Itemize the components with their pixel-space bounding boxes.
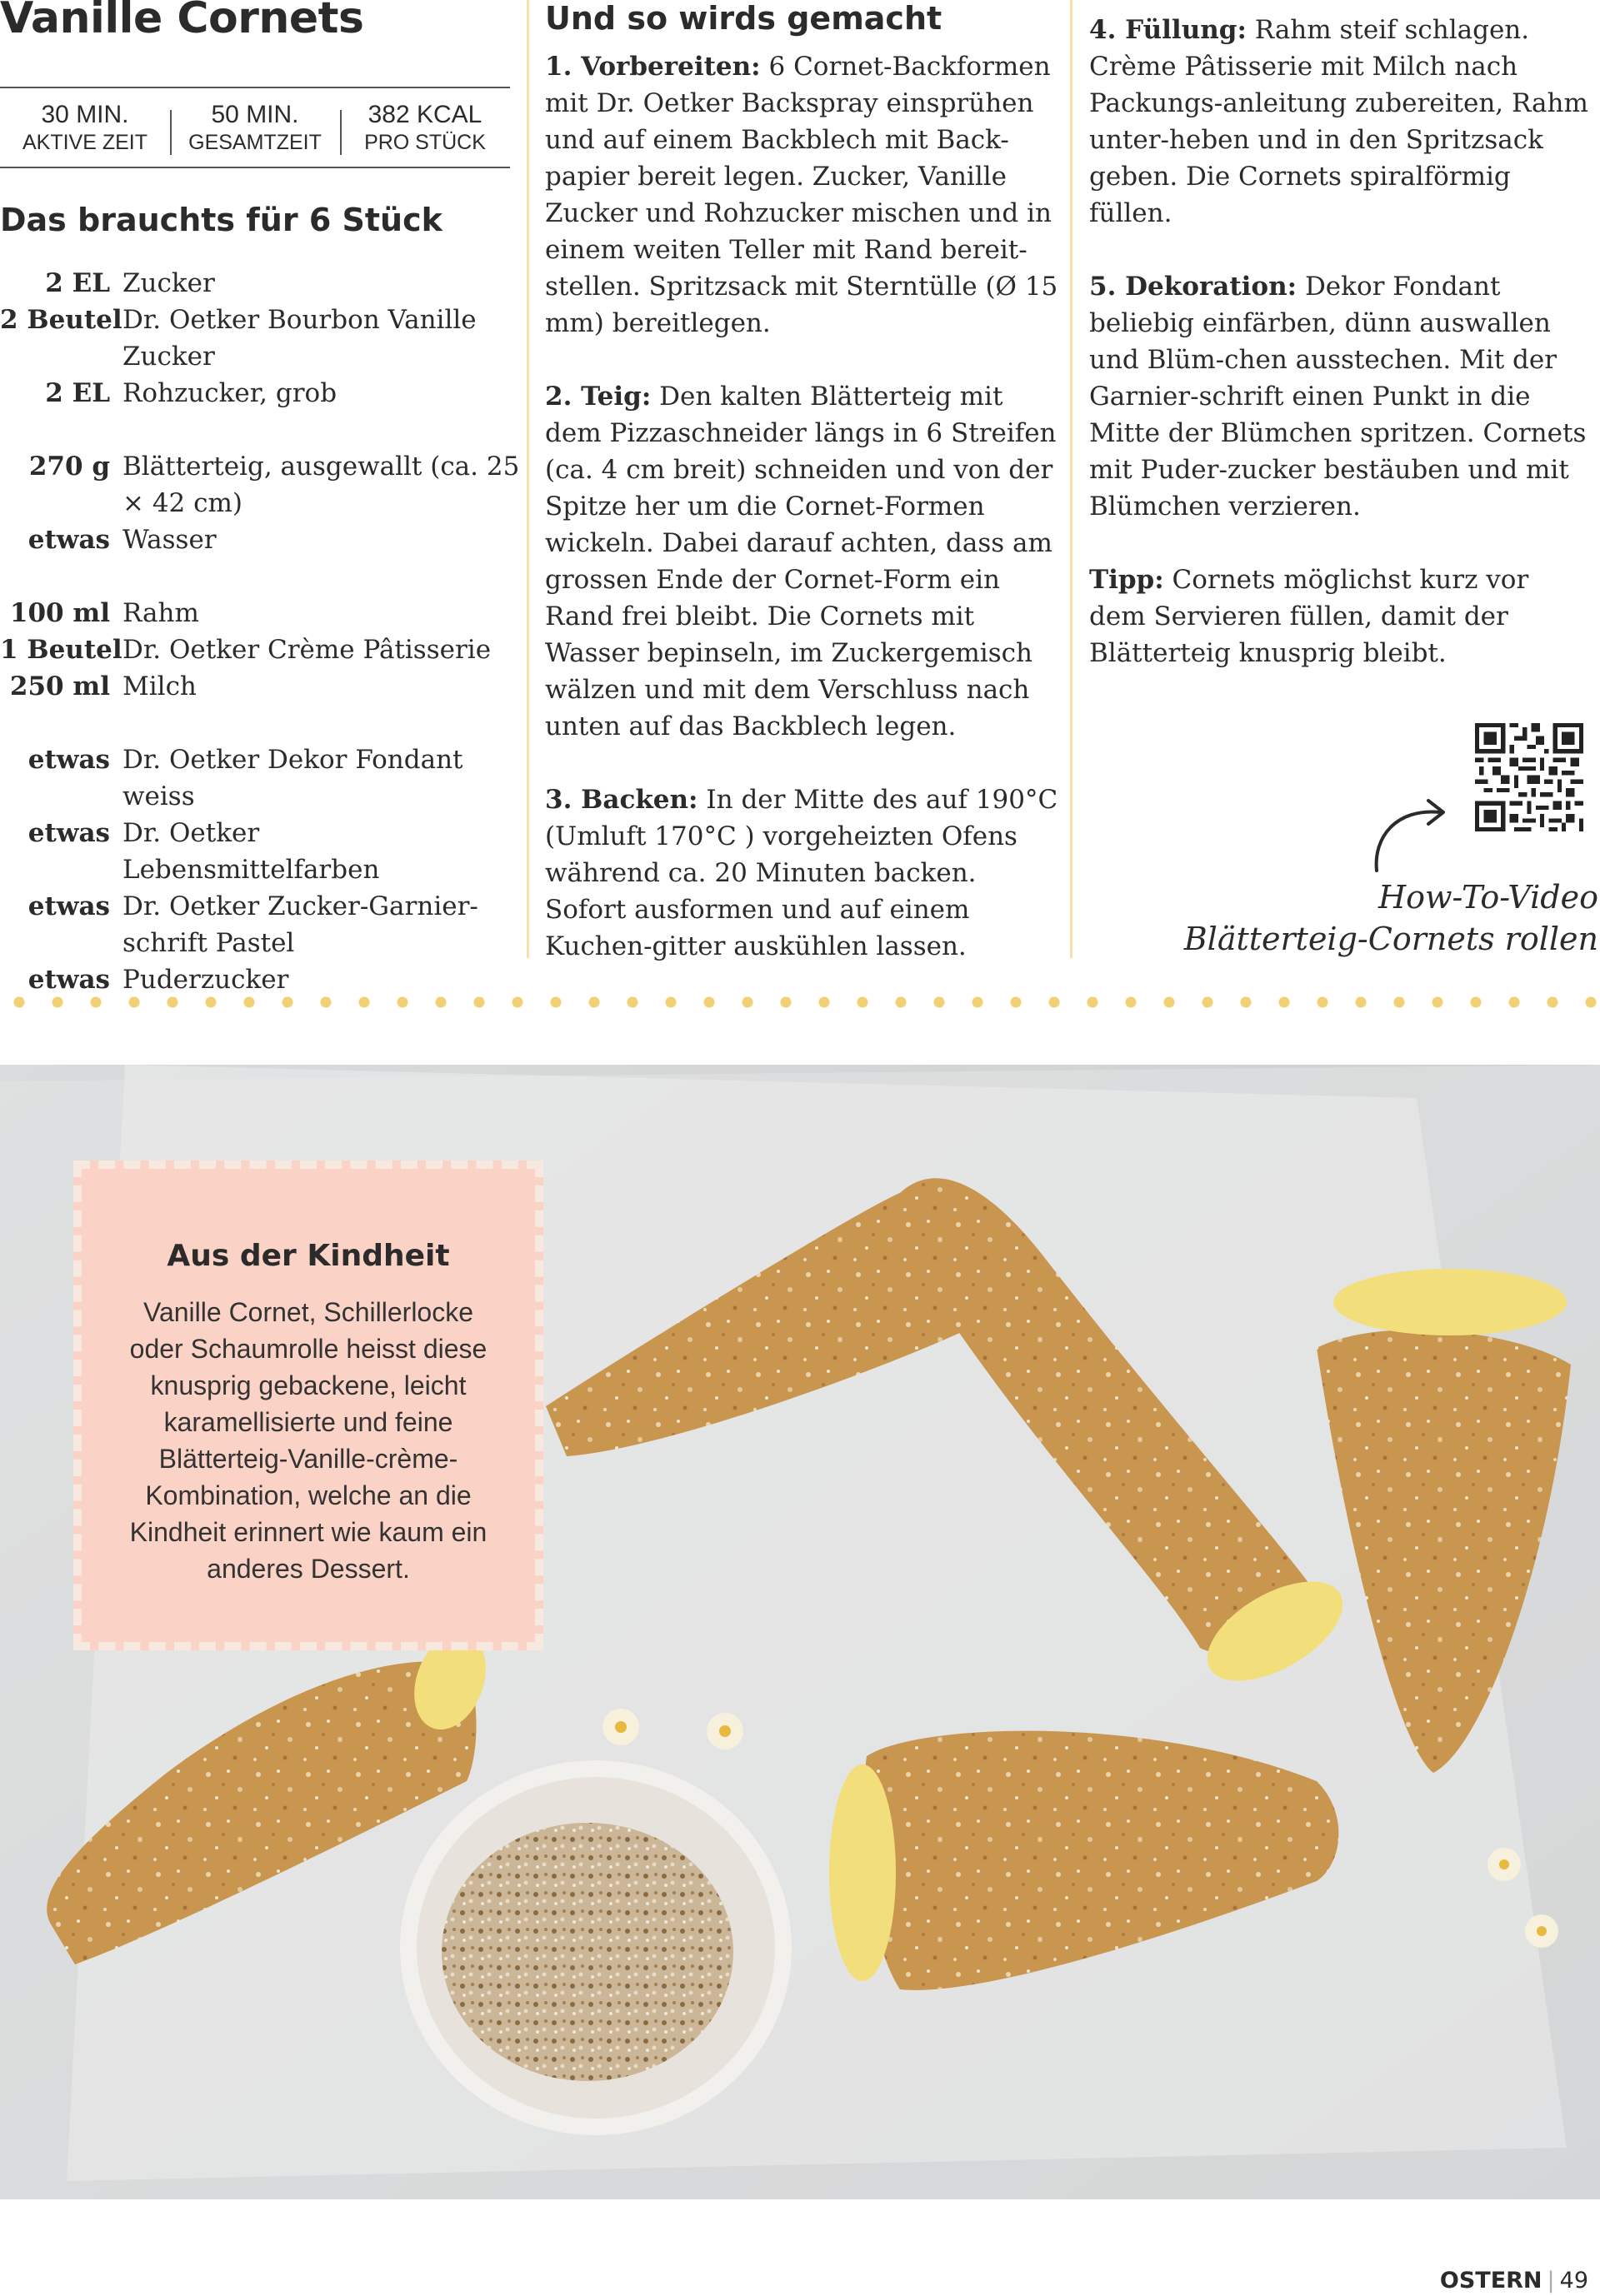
stat-value: 50 MIN. xyxy=(211,101,299,128)
stat-label: GESAMTZEIT xyxy=(188,131,322,154)
method-column-1 xyxy=(545,48,1062,1001)
video-caption[interactable] xyxy=(1184,876,1598,960)
ingredient-row xyxy=(0,265,521,302)
ingredient-amount: 2 EL xyxy=(45,268,110,298)
recipe-title: Vanille Cornets xyxy=(0,0,364,43)
step-label: 3. Backen: xyxy=(545,785,698,815)
ingredient-name: Dr. Oetker Bourbon Vanille Zucker xyxy=(122,305,477,372)
method-tip xyxy=(1089,562,1589,671)
ingredient-list xyxy=(0,265,521,1035)
column-divider xyxy=(527,0,529,958)
step-text: Rahm steif schlagen. Crème Pâtisserie mit Milch nach Packungs-anleitung zubereiten, Rahm unter-heben und in den Spritzsack geben. Die Cornets spiralförmig füllen. xyxy=(1089,15,1588,228)
ingredient-amount: etwas xyxy=(28,891,110,921)
ingredient-name: Milch xyxy=(122,671,197,701)
ingredient-row xyxy=(0,888,521,961)
step-label: 1. Vorbereiten: xyxy=(545,52,761,82)
curved-arrow-icon xyxy=(1367,787,1454,875)
ingredient-amount: 100 ml xyxy=(9,598,110,628)
ingredient-name: Zucker xyxy=(122,268,215,298)
step-text: Dekor Fondant beliebig einfärben, dünn auswallen und Blüm-chen ausstechen. Mit der Garnier-schrift einen Punkt in die Mitte der Blümchen spritzen. Cornets mit Puder-zucker bestäuben und mit Blümchen verzieren. xyxy=(1089,272,1587,522)
method-heading: Und so wirds gemacht xyxy=(545,0,942,37)
stat-value: 30 MIN. xyxy=(41,101,129,128)
page-footer xyxy=(1440,2268,1588,2294)
ingredient-row xyxy=(0,375,521,412)
ingredient-row xyxy=(0,668,521,705)
ingredients-heading: Das brauchts für 6 Stück xyxy=(0,202,442,238)
ingredient-name: Dr. Oetker Dekor Fondant weiss xyxy=(122,745,463,811)
method-step-1 xyxy=(545,48,1062,342)
ingredient-name: Dr. Oetker Crème Pâtisserie xyxy=(122,635,492,665)
step-label: Tipp: xyxy=(1089,565,1164,595)
ingredient-name: Blätterteig, ausgewallt (ca. 25 × 42 cm) xyxy=(122,452,520,518)
ingredient-row xyxy=(0,815,521,888)
video-caption-line: Blätterteig-Cornets rollen xyxy=(1183,921,1598,957)
method-step-3 xyxy=(545,781,1062,965)
ingredient-amount: etwas xyxy=(28,965,110,995)
step-text: 6 Cornet-Backformen mit Dr. Oetker Backspray einsprühen und auf einem Backblech mit Back-papier bereit legen. Zucker, Vanille Zucker und Rohzucker mischen und in einem weiten Teller mit Rand bereit-stellen. Spritzsack mit Sterntülle (Ø 15 mm) bereitlegen. xyxy=(545,52,1058,338)
page-number: 49 xyxy=(1559,2268,1588,2294)
ingredient-name: Dr. Oetker Lebensmittelfarben xyxy=(122,818,380,885)
info-box-text: Vanille Cornet, Schillerlocke oder Schaumrolle heisst diese knusprig gebackene, leicht karamellisierte und feine Blätterteig-Vanille-crème-Kombination, welche an die Kindheit erinnert wie kaum ein anderes Dessert. xyxy=(129,1297,488,1584)
video-caption-line: How-To-Video xyxy=(1378,879,1598,916)
ingredient-amount: etwas xyxy=(28,818,110,848)
ingredient-amount: 1 Beutel xyxy=(0,635,122,665)
ingredient-group-dough xyxy=(0,448,521,558)
ingredient-amount: 2 EL xyxy=(45,378,110,408)
step-label: 2. Teig: xyxy=(545,382,652,412)
ingredient-group-sugar xyxy=(0,265,521,412)
ingredient-row xyxy=(0,448,521,522)
ingredient-name: Rahm xyxy=(122,598,199,628)
method-column-2 xyxy=(1089,12,1589,708)
stat-active-time xyxy=(0,100,170,155)
ingredient-row xyxy=(0,302,521,375)
sugar-bowl xyxy=(400,1760,792,2135)
dotted-separator xyxy=(0,996,1600,1009)
info-box xyxy=(73,1160,543,1650)
stat-label: AKTIVE ZEIT xyxy=(22,131,148,154)
ingredient-name: Puderzucker xyxy=(122,965,289,995)
method-step-4 xyxy=(1089,12,1589,232)
ingredient-amount: 250 ml xyxy=(9,671,110,701)
ingredient-row xyxy=(0,522,521,558)
ingredient-row xyxy=(0,961,521,998)
ingredient-name: Wasser xyxy=(122,525,217,555)
method-step-2 xyxy=(545,378,1062,745)
ingredient-amount: etwas xyxy=(28,525,110,555)
step-text: Den kalten Blätterteig mit dem Pizzaschneider längs in 6 Streifen (ca. 4 cm breit) schneiden und von der Spitze her um die Cornet-Formen wickeln. Dabei darauf achten, dass am grossen Ende der Cornet-Form ein Rand frei bleibt. Die Cornets mit Wasser bepinseln, im Zuckergemisch wälzen und mit dem Verschluss nach unten auf das Backblech legen. xyxy=(545,382,1057,741)
stat-calories xyxy=(340,100,510,155)
footer-section: OSTERN xyxy=(1439,2268,1542,2294)
info-box-title: Aus der Kindheit xyxy=(167,1239,450,1273)
ingredient-group-filling xyxy=(0,595,521,705)
qr-code-icon[interactable] xyxy=(1475,723,1583,831)
ingredient-row xyxy=(0,595,521,631)
ingredient-row xyxy=(0,741,521,815)
ingredient-amount: etwas xyxy=(28,745,110,775)
ingredient-amount: 2 Beutel xyxy=(0,305,122,335)
stat-total-time xyxy=(170,100,340,155)
column-divider xyxy=(1070,0,1072,958)
step-label: 5. Dekoration: xyxy=(1089,272,1298,302)
ingredient-name: Rohzucker, grob xyxy=(122,378,338,408)
ingredient-name: Dr. Oetker Zucker-Garnier-schrift Pastel xyxy=(122,891,478,958)
step-text: Cornets möglichst kurz vor dem Servieren füllen, damit der Blätterteig knusprig bleibt. xyxy=(1089,565,1529,668)
stat-label: PRO STÜCK xyxy=(364,131,486,154)
step-label: 4. Füllung: xyxy=(1089,15,1247,45)
recipe-stats xyxy=(0,87,510,168)
ingredient-row xyxy=(0,631,521,668)
ingredient-group-decoration xyxy=(0,741,521,998)
footer-separator: | xyxy=(1547,2268,1555,2294)
method-step-5 xyxy=(1089,268,1589,525)
stat-value: 382 KCAL xyxy=(368,101,482,128)
step-text: In der Mitte des auf 190°C (Umluft 170°C ) vorgeheizten Ofens während ca. 20 Minuten backen. Sofort ausformen und auf einem Kuchen-gitter auskühlen lassen. xyxy=(545,785,1058,961)
ingredient-amount: 270 g xyxy=(28,452,110,482)
